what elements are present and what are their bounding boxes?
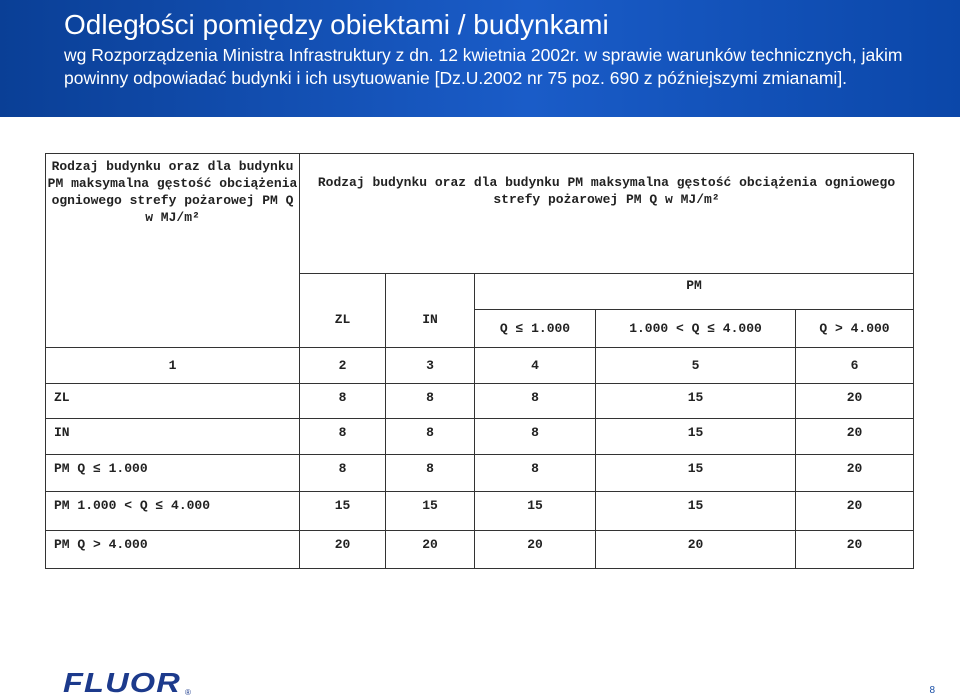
page-title: Odległości pomiędzy obiektami / budynkami xyxy=(64,9,609,40)
table-cell: 20 xyxy=(300,531,386,569)
table-row xyxy=(46,384,914,419)
table-cell: 20 xyxy=(386,531,475,569)
table-row xyxy=(46,419,914,455)
table-cell: 15 xyxy=(596,455,796,492)
row-label: ZL xyxy=(46,384,300,419)
column-number: 1 xyxy=(46,348,300,384)
table-cell: 20 xyxy=(475,531,596,569)
table-cell: 20 xyxy=(596,531,796,569)
col-header-pm-mid: 1.000 < Q ≤ 4.000 xyxy=(596,310,796,348)
row-label: PM 1.000 < Q ≤ 4.000 xyxy=(46,492,300,531)
row-label: PM Q ≤ 1.000 xyxy=(46,455,300,492)
table-cell: 8 xyxy=(300,419,386,455)
table-cell: 15 xyxy=(596,384,796,419)
column-number: 6 xyxy=(796,348,914,384)
fluor-logo xyxy=(63,668,193,696)
header-banner xyxy=(0,0,960,117)
column-number: 3 xyxy=(386,348,475,384)
logo-registered-mark: ® xyxy=(185,688,191,696)
top-header: Rodzaj budynku oraz dla budynku PM maksymalna gęstość obciążenia ogniowego strefy pożarowej PM Q w MJ/m² xyxy=(300,154,914,274)
page-subtitle: wg Rozporządzenia Ministra Infrastruktury z dn. 12 kwietnia 2002r. w sprawie warunków technicznych, jakim powinny odpowiadać budynki i ich usytuowanie [Dz.U.2002 nr 75 poz. 690 z późniejszymi zmianami]. xyxy=(64,45,903,88)
table-row xyxy=(46,531,914,569)
column-number: 2 xyxy=(300,348,386,384)
table-cell: 8 xyxy=(475,419,596,455)
column-number: 4 xyxy=(475,348,596,384)
table-cell: 15 xyxy=(475,492,596,531)
table-cell: 15 xyxy=(300,492,386,531)
table-cell: 20 xyxy=(796,419,914,455)
corner-header: Rodzaj budynku oraz dla budynku PM maksymalna gęstość obciążenia ogniowego strefy pożarowej PM Q w MJ/m² xyxy=(46,154,300,348)
table-cell: 8 xyxy=(300,384,386,419)
col-header-pm-low: Q ≤ 1.000 xyxy=(475,310,596,348)
table-cell: 15 xyxy=(596,492,796,531)
row-label: PM Q > 4.000 xyxy=(46,531,300,569)
column-number: 5 xyxy=(596,348,796,384)
table-row xyxy=(46,455,914,492)
table-cell: 8 xyxy=(386,455,475,492)
table-cell: 8 xyxy=(475,455,596,492)
col-header-zl: ZL xyxy=(300,274,386,348)
table-cell: 8 xyxy=(300,455,386,492)
page-number: 8 xyxy=(929,685,935,696)
col-header-in: IN xyxy=(386,274,475,348)
table-cell: 15 xyxy=(596,419,796,455)
col-header-pm-high: Q > 4.000 xyxy=(796,310,914,348)
table-cell: 8 xyxy=(386,419,475,455)
row-label: IN xyxy=(46,419,300,455)
pm-group-header: PM xyxy=(475,274,914,310)
table-cell: 15 xyxy=(386,492,475,531)
logo-wordmark: FLUOR xyxy=(63,668,181,696)
table-cell: 20 xyxy=(796,531,914,569)
table-cell: 20 xyxy=(796,384,914,419)
table-cell: 20 xyxy=(796,492,914,531)
distance-table xyxy=(45,153,914,569)
table-cell: 20 xyxy=(796,455,914,492)
table-cell: 8 xyxy=(386,384,475,419)
table-cell: 8 xyxy=(475,384,596,419)
table-row xyxy=(46,492,914,531)
